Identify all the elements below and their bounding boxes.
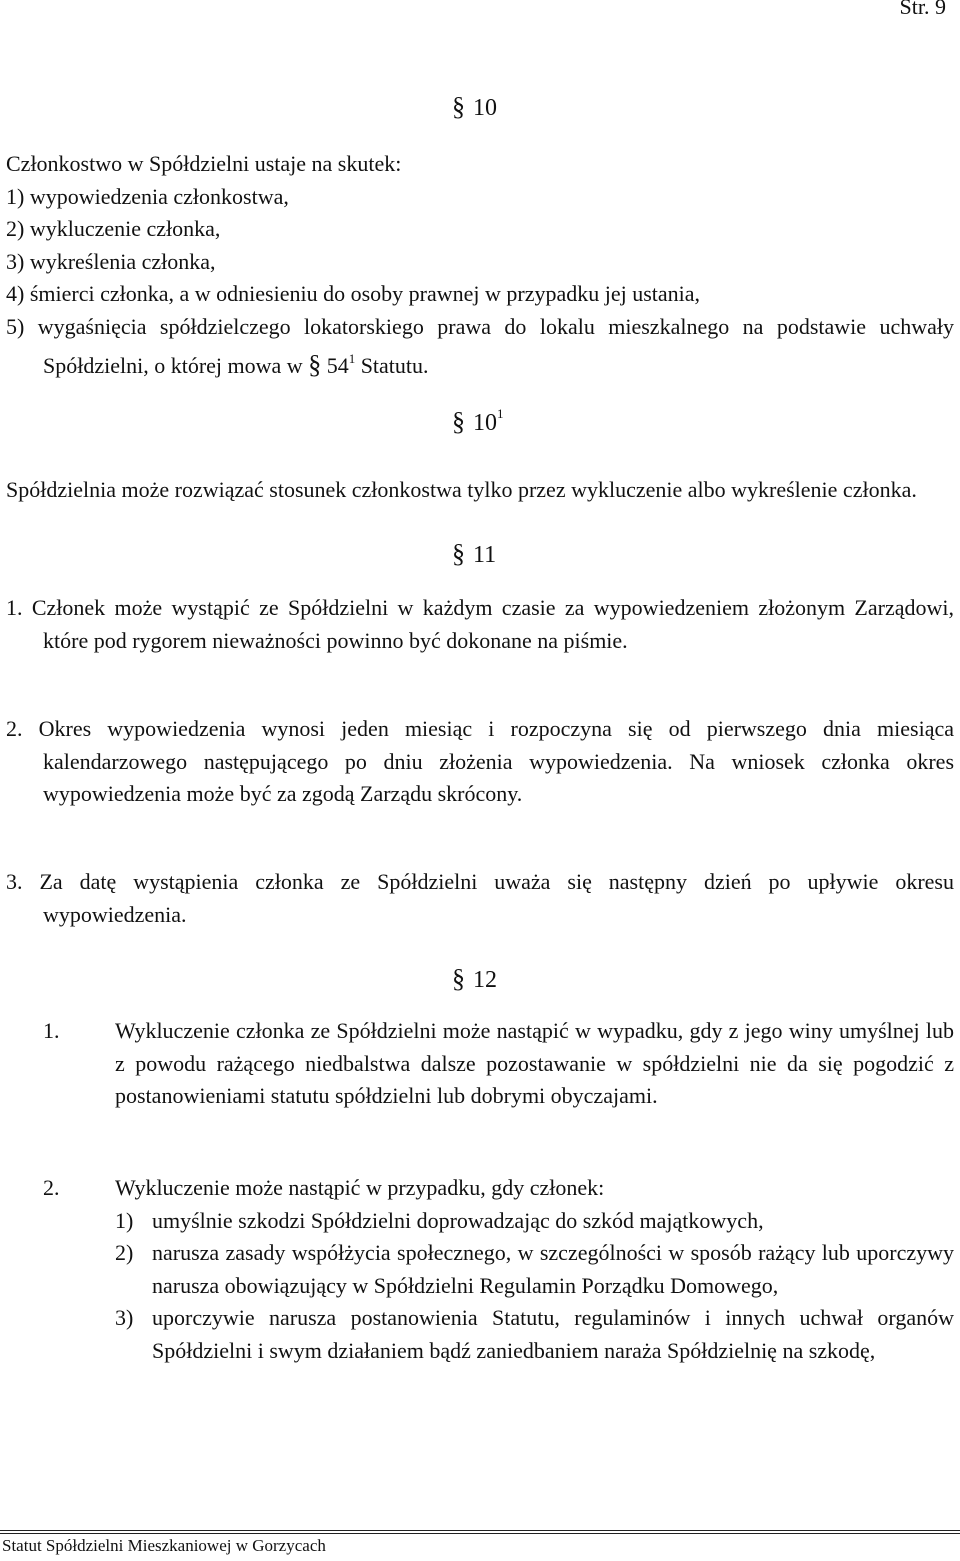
section-12-paragraph-1 — [43, 1015, 954, 1113]
footer-divider — [0, 1533, 960, 1534]
section-10-heading — [452, 92, 497, 122]
section-number: 10 — [473, 95, 497, 121]
section-11-paragraph-3: 3. Za datę wystąpienia członka ze Spółdzielni uważa się następny dzień po upływie okresu wypowiedzenia. — [6, 869, 954, 927]
section-sign: § — [452, 407, 465, 436]
list-item — [115, 1237, 954, 1302]
section-sign: § — [452, 539, 465, 568]
list-item-text: narusza zasady współżycia społecznego, w szczególności w sposób rażący lub uporczywy narusza obowiązujący w Spółdzielni Regulamin Porządku Domowego, — [152, 1240, 954, 1298]
section-ref-sup: 1 — [348, 351, 356, 366]
section-number: 10 — [473, 410, 497, 436]
list-item-number: 3) — [115, 1305, 134, 1330]
section-11-paragraph-2: 2. Okres wypowiedzenia wynosi jeden miesiąc i rozpoczyna się od pierwszego dnia miesiąca kalendarzowego następującego po dniu złożenia wypowiedzenia. Na wniosek członka okres wypowiedzenia może być za zgodą Zarządu skrócony. — [6, 716, 954, 806]
list-item — [115, 1302, 954, 1367]
section-sign: § — [308, 350, 322, 379]
section-sign: § — [452, 92, 465, 121]
list-item-number: 2) — [115, 1240, 134, 1265]
section-number: 12 — [473, 967, 497, 993]
list-item — [6, 311, 954, 383]
section-10-1-text: Spółdzielnia może rozwiązać stosunek członkostwa tylko przez wykluczenie albo wykreślenie członka. — [6, 477, 917, 502]
section-12-paragraph-2 — [43, 1172, 954, 1367]
section-10-intro: Członkostwo w Spółdzielni ustaje na skutek: — [6, 151, 402, 176]
section-ref-number: 54 — [326, 353, 349, 378]
list-item: 2) wykluczenie członka, — [6, 216, 221, 241]
section-sup: 1 — [497, 406, 504, 421]
list-item-text: uporczywie narusza postanowienia Statutu, regulaminów i innych uchwał organów Spółdzielni i swym działaniem bądź zaniedbaniem naraża Spółdzielnię na szkodę, — [152, 1305, 954, 1363]
section-sign: § — [452, 964, 465, 993]
section-11-paragraph-1: 1. Członek może wystąpić ze Spółdzielni w każdym czasie za wypowiedzeniem złożonym Zarządowi, które pod rygorem nieważności powinno być dokonane na piśmie. — [6, 595, 954, 653]
paragraph-text: Wykluczenie może nastąpić w przypadku, gdy członek: — [115, 1175, 605, 1200]
section-12-heading — [452, 964, 497, 994]
section-number: 11 — [473, 542, 497, 568]
footer-text: Statut Spółdzielni Mieszkaniowej w Gorzycach — [2, 1536, 326, 1555]
list-item-text-end: Statutu. — [360, 353, 429, 378]
paragraph-number: 2. — [43, 1175, 60, 1200]
list-item: 3) wykreślenia członka, — [6, 248, 216, 274]
list-item-text: 5) wygaśnięcia spółdzielczego lokatorskiego prawa do lokalu mieszkalnego na podstawie uchwały Spółdzielni, o której mowa w — [6, 313, 954, 378]
page-number: Str. 9 — [899, 0, 946, 19]
section-10-1-heading — [452, 406, 504, 437]
list-item: 1) wypowiedzenia członkostwa, — [6, 183, 289, 209]
list-item — [115, 1205, 954, 1238]
list-item-text: umyślnie szkodzi Spółdzielni doprowadzając do szkód majątkowych, — [152, 1207, 764, 1233]
section-11-heading — [452, 539, 496, 569]
list-item-number: 1) — [115, 1207, 134, 1233]
paragraph-text: Wykluczenie członka ze Spółdzielni może nastąpić w wypadku, gdy z jego winy umyślnej lub z powodu rażącego niedbalstwa dalsze pozostawanie w spółdzielni nie da się pogodzić z postanowieniami statutu spółdzielni lub dobrymi obyczajami. — [115, 1018, 954, 1108]
list-item: 4) śmierci członka, a w odniesieniu do osoby prawnej w przypadku jej ustania, — [6, 281, 701, 306]
footer-divider — [0, 1530, 960, 1531]
section-10-body — [6, 148, 954, 383]
paragraph-number: 1. — [43, 1018, 60, 1043]
